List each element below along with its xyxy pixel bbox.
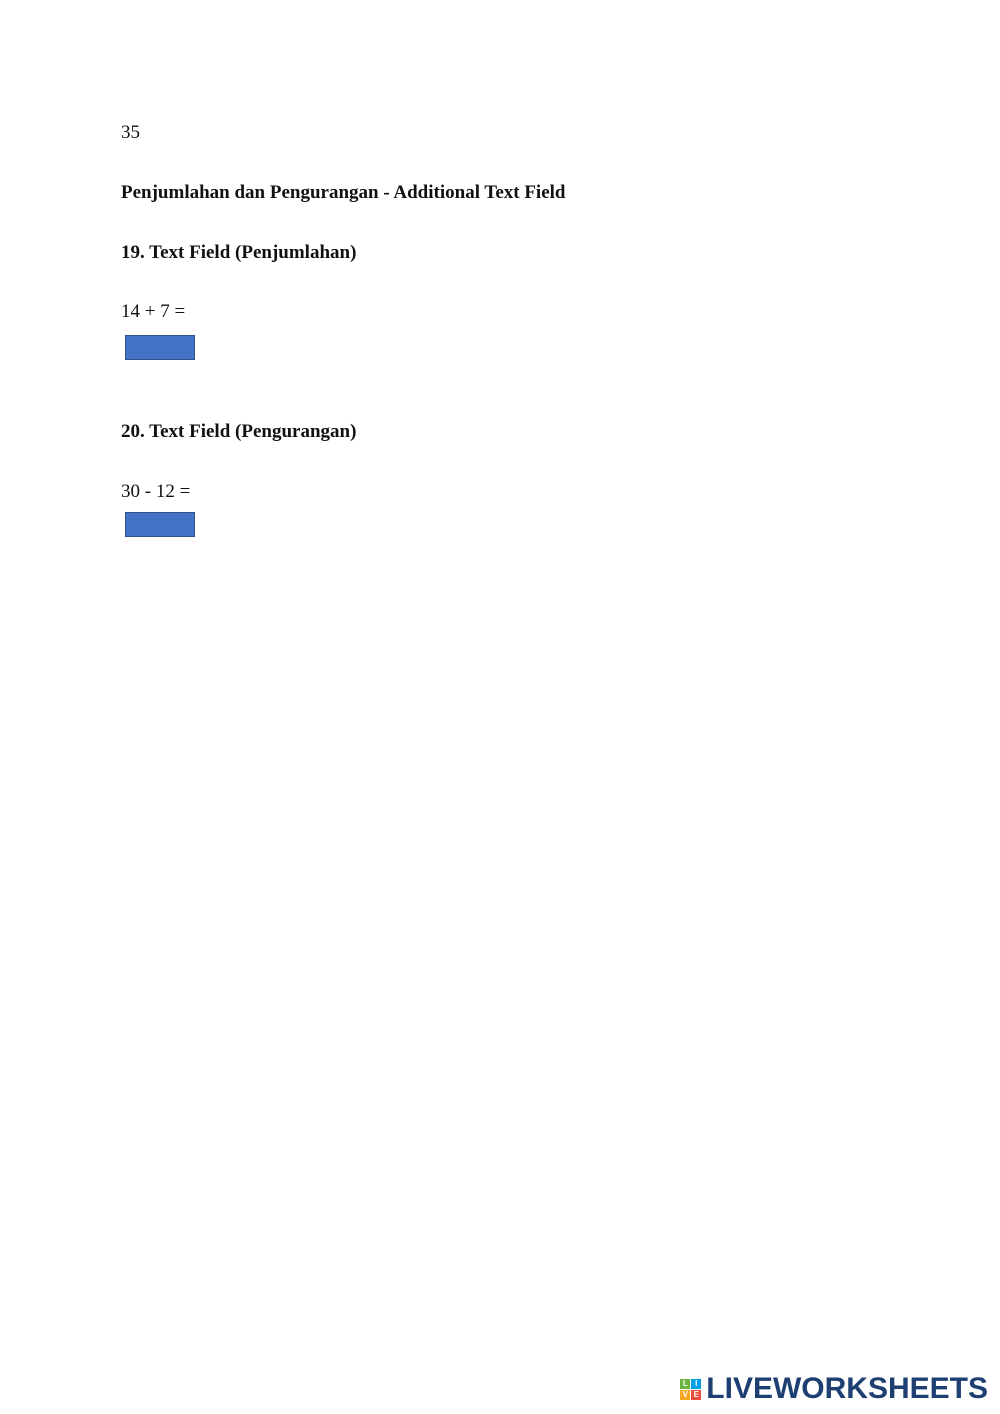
logo-tile-i: I <box>691 1379 701 1389</box>
section-title: Penjumlahan dan Pengurangan - Additional Text Field <box>121 182 566 203</box>
question-20-equation: 30 - 12 = <box>121 481 191 502</box>
liveworksheets-brand <box>680 1372 988 1406</box>
question-19-equation: 14 + 7 = <box>121 301 186 322</box>
question-19-answer-field[interactable] <box>125 335 195 360</box>
liveworksheets-logo-icon <box>680 1379 701 1400</box>
logo-tile-v: V <box>680 1390 690 1400</box>
question-19-title: 19. Text Field (Penjumlahan) <box>121 242 357 263</box>
page-number: 35 <box>121 122 140 143</box>
question-20-title: 20. Text Field (Pengurangan) <box>121 421 357 442</box>
question-20-answer-field[interactable] <box>125 512 195 537</box>
brand-name: LIVEWORKSHEETS <box>706 1372 988 1405</box>
logo-tile-l: L <box>680 1379 690 1389</box>
logo-tile-e: E <box>691 1390 701 1400</box>
